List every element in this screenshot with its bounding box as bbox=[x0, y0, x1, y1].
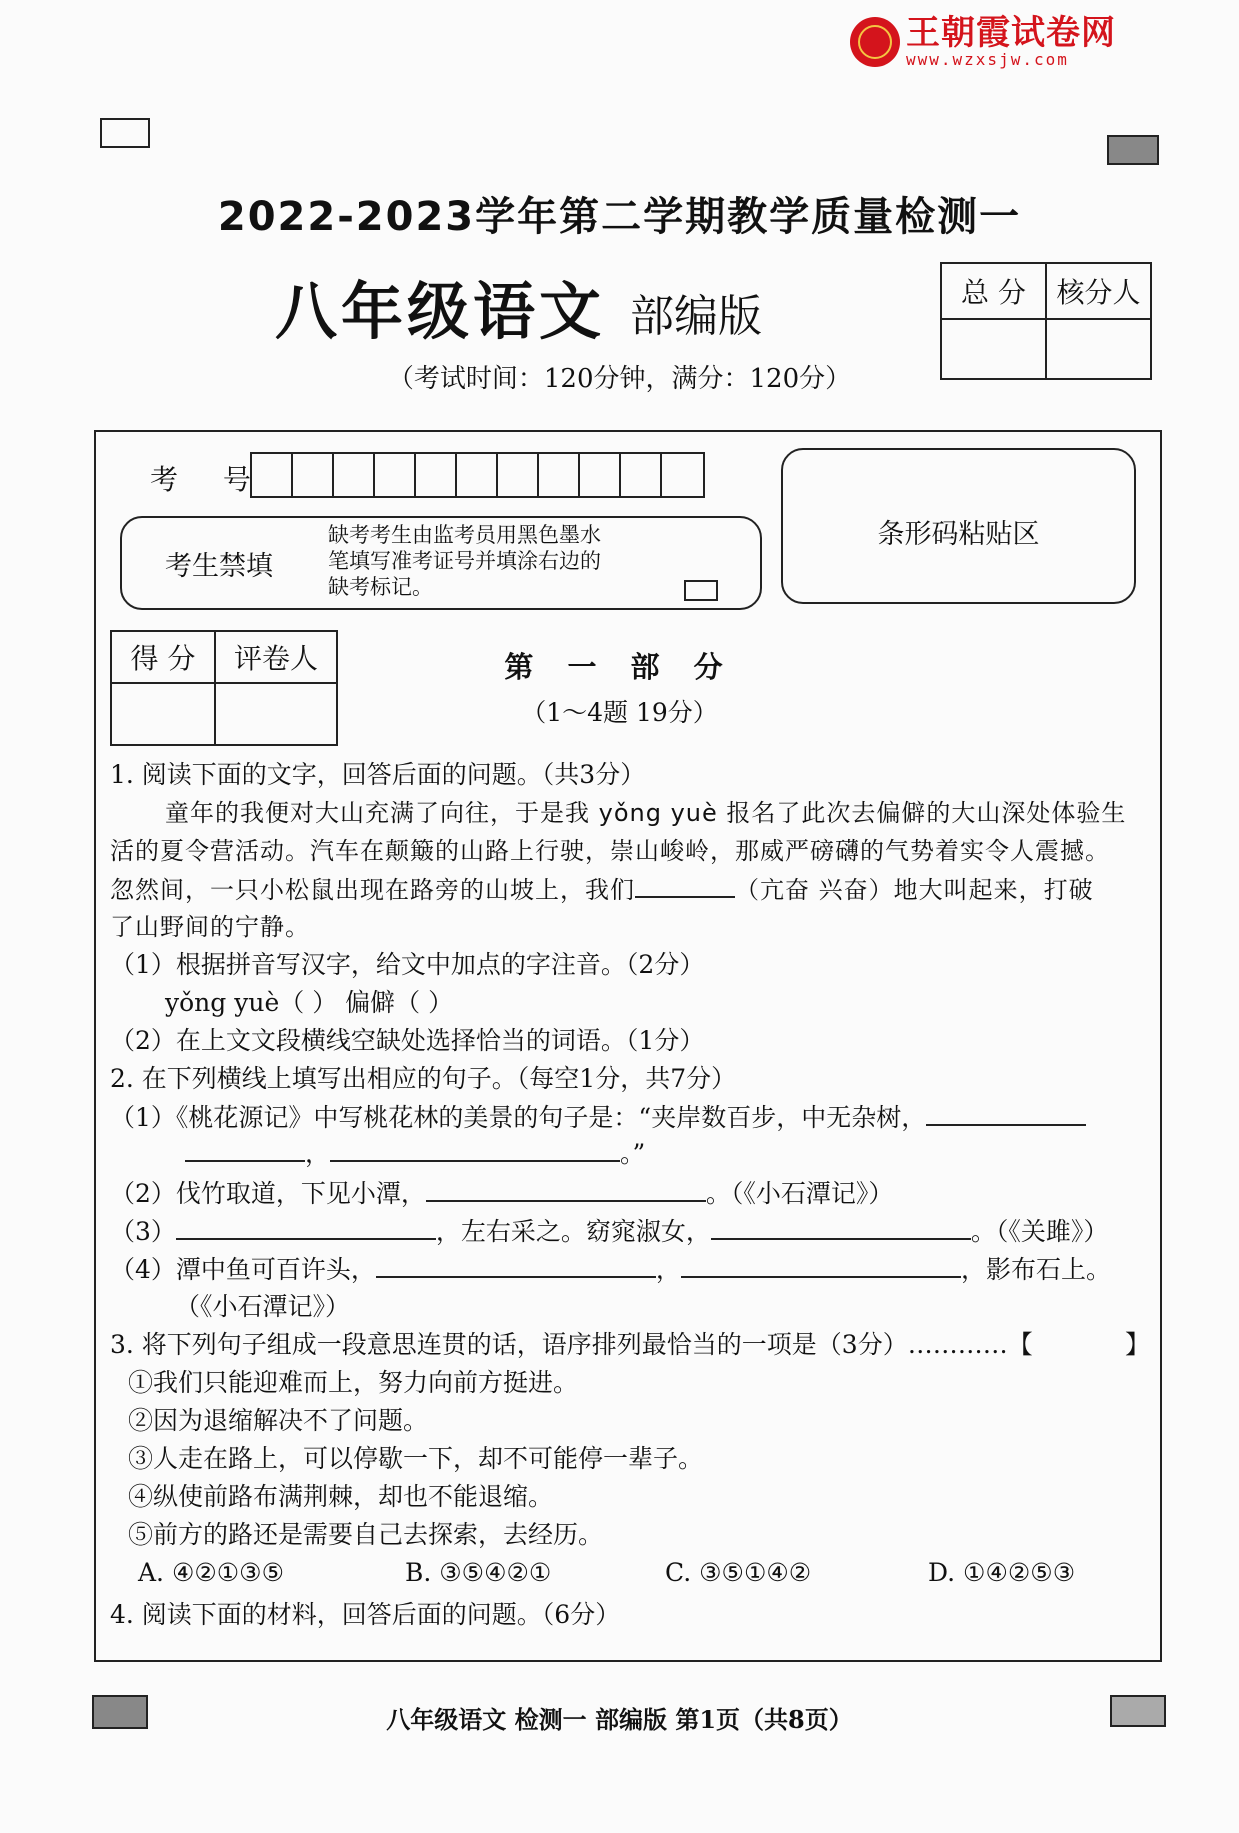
q2-s3-source: 。（《关雎》） bbox=[970, 1217, 1109, 1246]
q2-blank[interactable] bbox=[681, 1254, 961, 1278]
q3-item: ⑤前方的路还是需要自己去探索，去经历。 bbox=[128, 1520, 604, 1549]
q1-sub1-answer[interactable]: yǒng yuè（ ） 偏僻（ ） bbox=[165, 988, 454, 1017]
corner-marker-top-right bbox=[1107, 135, 1159, 165]
exam-id-cell[interactable] bbox=[416, 454, 457, 496]
q2-blank[interactable] bbox=[711, 1216, 971, 1240]
q2-s1-end: 。” bbox=[620, 1139, 646, 1168]
part-range: （1～4题 19分） bbox=[521, 698, 718, 727]
checker-header: 核分人 bbox=[1046, 263, 1151, 319]
exam-id-cell[interactable] bbox=[334, 454, 375, 496]
q3-option-a[interactable]: A. ④②①③⑤ bbox=[138, 1558, 285, 1587]
forbid-line: 缺考考生由监考员用黑色墨水 bbox=[328, 523, 601, 547]
q1-sub1: （1）根据拼音写汉字，给文中加点的字注音。（2分） bbox=[110, 950, 705, 979]
q3-option-d[interactable]: D. ①④②⑤③ bbox=[928, 1558, 1076, 1587]
exam-id-grid[interactable] bbox=[250, 452, 705, 498]
q3-option-c[interactable]: C. ③⑤①④② bbox=[665, 1558, 812, 1587]
exam-id-cell[interactable] bbox=[662, 454, 703, 496]
barcode-label: 条形码粘贴区 bbox=[877, 519, 1040, 550]
q2-s1 bbox=[110, 1102, 1086, 1133]
q2-s4-end: ，影布石上。 bbox=[960, 1255, 1111, 1284]
exam-id-cell[interactable] bbox=[252, 454, 293, 496]
q3-item: ④纵使前路布满荆棘，却也不能退缩。 bbox=[128, 1482, 554, 1511]
forbid-line: 缺考标记。 bbox=[328, 575, 433, 599]
exam-id-cell[interactable] bbox=[293, 454, 334, 496]
grader-header: 评卷人 bbox=[215, 631, 337, 683]
q2-blank[interactable] bbox=[185, 1138, 305, 1162]
q2-blank[interactable] bbox=[426, 1178, 706, 1202]
q1-passage-line: 了山野间的宁静。 bbox=[110, 913, 310, 941]
q2-s3 bbox=[110, 1216, 1108, 1247]
forbid-instructions bbox=[328, 522, 648, 600]
q2-s1-cont bbox=[185, 1138, 645, 1169]
exam-id-cell[interactable] bbox=[375, 454, 416, 496]
q3-item: ③人走在路上，可以停歇一下，却不可能停一辈子。 bbox=[128, 1444, 704, 1473]
q2-blank[interactable] bbox=[330, 1138, 620, 1162]
exam-info: （考试时间：120分钟，满分：120分） bbox=[387, 364, 852, 394]
q2-blank[interactable] bbox=[926, 1102, 1086, 1126]
watermark-logo bbox=[850, 10, 1180, 74]
q2-s3-text: ，左右采之。窈窕淑女， bbox=[435, 1217, 711, 1246]
q2-blank[interactable] bbox=[176, 1216, 436, 1240]
seal-icon bbox=[850, 17, 900, 67]
q2-stem: 2. 在下列横线上填写出相应的句子。（每空1分，共7分） bbox=[110, 1064, 737, 1093]
q2-s3-num: （3） bbox=[110, 1217, 176, 1246]
q1-passage-line bbox=[110, 874, 1094, 905]
q3-stem: 3. 将下列句子组成一段意思连贯的话，语序排列最恰当的一项是（3分）…………【 bbox=[110, 1330, 1033, 1359]
exam-id-cell[interactable] bbox=[539, 454, 580, 496]
total-score-header: 总 分 bbox=[941, 263, 1046, 319]
exam-id-cell[interactable] bbox=[457, 454, 498, 496]
watermark-name: 王朝霞试卷网 bbox=[906, 13, 1116, 53]
q1-passage-text: 忽然间，一只小松鼠出现在路旁的山坡上，我们 bbox=[110, 876, 635, 904]
q1-stem: 1. 阅读下面的文字，回答后面的问题。（共3分） bbox=[110, 760, 646, 789]
watermark-url: www.wzxsjw.com bbox=[906, 50, 1069, 69]
q3-item: ②因为退缩解决不了问题。 bbox=[128, 1406, 429, 1435]
q2-blank[interactable] bbox=[376, 1254, 656, 1278]
q4-stem: 4. 阅读下面的材料，回答后面的问题。（6分） bbox=[110, 1600, 621, 1629]
edition-label: 部编版 bbox=[630, 291, 762, 342]
q2-s1-comma: ， bbox=[305, 1139, 331, 1168]
q3-option-b[interactable]: B. ③⑤④②① bbox=[405, 1558, 552, 1587]
exam-id-cell[interactable] bbox=[580, 454, 621, 496]
q2-s4 bbox=[110, 1254, 1111, 1285]
q2-s2-text: （2）伐竹取道，下见小潭， bbox=[110, 1179, 426, 1208]
exam-id-cell[interactable] bbox=[498, 454, 539, 496]
exam-title: 2022-2023学年第二学期教学质量检测一 bbox=[217, 194, 1022, 240]
q2-s2-source: 。（《小石潭记》） bbox=[705, 1179, 894, 1208]
corner-marker-top-left bbox=[100, 118, 150, 148]
q1-passage-line: 活的夏令营活动。汽车在颠簸的山路上行驶，崇山峻岭，那威严磅礴的气势着实令人震撼。 bbox=[110, 837, 1110, 865]
page-footer: 八年级语文 检测一 部编版 第1页（共8页） bbox=[386, 1705, 853, 1734]
forbid-line: 笔填写准考证号并填涂右边的 bbox=[328, 549, 601, 573]
q2-s1-text: （1）《桃花源记》中写桃花林的美景的句子是：“夹岸数百步，中无杂树， bbox=[110, 1103, 927, 1132]
score-header: 得 分 bbox=[111, 631, 215, 683]
q1-blank[interactable] bbox=[635, 874, 735, 898]
absence-mark-box[interactable] bbox=[684, 580, 718, 601]
q3-answer-bracket-close: 】 bbox=[1125, 1330, 1151, 1359]
q2-s4-comma: ， bbox=[655, 1255, 681, 1284]
subject-title: 八年级语文 bbox=[275, 275, 606, 348]
forbid-label: 考生禁填 bbox=[165, 551, 273, 582]
exam-id-cell[interactable] bbox=[621, 454, 662, 496]
q2-s2 bbox=[110, 1178, 893, 1209]
part-title: 第 一 部 分 bbox=[504, 650, 735, 684]
barcode-area[interactable] bbox=[781, 448, 1136, 604]
q1-sub2: （2）在上文文段横线空缺处选择恰当的词语。（1分） bbox=[110, 1026, 705, 1055]
q3-answer-field[interactable] bbox=[1055, 1330, 1120, 1360]
q2-s4-text: （4）潭中鱼可百许头， bbox=[110, 1255, 376, 1284]
q3-item: ①我们只能迎难而上，努力向前方挺进。 bbox=[128, 1368, 579, 1397]
exam-id-label: 考 号 bbox=[150, 463, 269, 496]
q1-passage-line: 童年的我便对大山充满了向往，于是我 yǒng yuè 报名了此次去偏僻的大山深处体验生 bbox=[165, 799, 1127, 827]
q1-passage-text: （亢奋 兴奋）地大叫起来，打破 bbox=[735, 876, 1094, 904]
q2-s4-source: （《小石潭记》） bbox=[175, 1292, 351, 1321]
